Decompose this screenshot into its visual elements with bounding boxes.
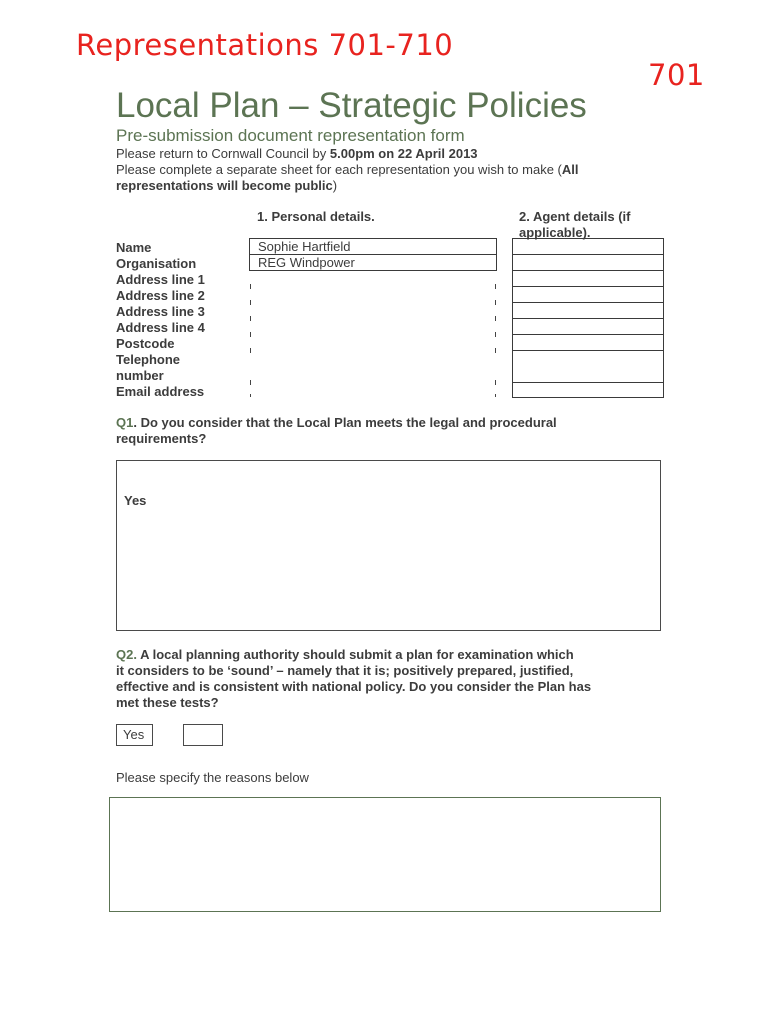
- agent-details-heading: 2. Agent details (if: [519, 209, 631, 224]
- label-organisation: Organisation: [116, 256, 197, 271]
- label-address-line-4: Address line 4: [116, 320, 205, 335]
- label-name: Name: [116, 240, 152, 255]
- q2-text-line4: met these tests?: [116, 695, 219, 710]
- agent-postcode-field[interactable]: [512, 334, 664, 351]
- separate-sheet-text: Please complete a separate sheet for each representation you wish to make (: [116, 162, 562, 177]
- label-address-line-2: Address line 2: [116, 288, 205, 303]
- q1-answer-box[interactable]: [116, 460, 661, 631]
- q1-number: Q1: [116, 415, 134, 430]
- label-telephone: Telephone: [116, 352, 181, 367]
- public-notice-part1: All: [561, 162, 579, 177]
- page-subtitle: Pre-submission document representation form: [116, 126, 465, 145]
- q1-text-line2: requirements?: [116, 431, 207, 446]
- personal-organisation-field[interactable]: REG Windpower: [249, 254, 497, 271]
- q2-question: [116, 647, 574, 663]
- label-address-line-3: Address line 3: [116, 304, 205, 319]
- agent-name-field[interactable]: [512, 238, 664, 255]
- label-email-address: Email address: [116, 384, 205, 399]
- representations-range-stamp: Representations 701-710: [76, 28, 454, 62]
- agent-address-line-1-field[interactable]: [512, 270, 664, 287]
- return-deadline: 5.00pm on 22 April 2013: [329, 146, 478, 161]
- agent-address-line-4-field[interactable]: [512, 318, 664, 335]
- agent-address-line-3-field[interactable]: [512, 302, 664, 319]
- label-telephone-number: number: [116, 368, 164, 383]
- reasons-prompt: Please specify the reasons below: [116, 770, 309, 785]
- agent-email-field[interactable]: [512, 382, 664, 398]
- q2-number: Q2.: [116, 647, 137, 662]
- separate-sheet-instruction: [116, 162, 578, 178]
- separate-sheet-instruction-line2: [116, 178, 337, 194]
- page-title: Local Plan – Strategic Policies: [116, 86, 587, 125]
- representation-number-stamp: 701: [648, 58, 705, 92]
- agent-address-line-2-field[interactable]: [512, 286, 664, 303]
- separate-sheet-close: ): [332, 178, 338, 193]
- q2-text-line3: effective and is consistent with national policy. Do you consider the Plan has: [116, 679, 592, 694]
- q2-no-box[interactable]: [183, 724, 223, 746]
- agent-telephone-field[interactable]: [512, 350, 664, 383]
- label-postcode: Postcode: [116, 336, 175, 351]
- q1-text-line1: . Do you consider that the Local Plan meets the legal and procedural: [133, 415, 557, 430]
- q2-yes-label: Yes: [123, 727, 145, 742]
- label-address-line-1: Address line 1: [116, 272, 205, 287]
- personal-details-heading: 1. Personal details.: [257, 209, 375, 224]
- personal-name-field[interactable]: Sophie Hartfield: [249, 238, 497, 255]
- q2-text-line2: it considers to be ‘sound’ – namely that it is; positively prepared, justified,: [116, 663, 574, 678]
- reasons-box[interactable]: [109, 797, 661, 912]
- q2-yes-box[interactable]: [116, 724, 153, 746]
- return-instruction: [116, 146, 478, 162]
- agent-details-heading-line2: applicable).: [519, 225, 591, 240]
- q1-question: [116, 415, 557, 431]
- q2-text-line1: A local planning authority should submit a plan for examination which: [136, 647, 574, 662]
- return-instruction-text: Please return to Cornwall Council by: [116, 146, 330, 161]
- q1-answer: Yes: [124, 493, 147, 508]
- agent-organisation-field[interactable]: [512, 254, 664, 271]
- public-notice-part2: representations will become public: [116, 178, 333, 193]
